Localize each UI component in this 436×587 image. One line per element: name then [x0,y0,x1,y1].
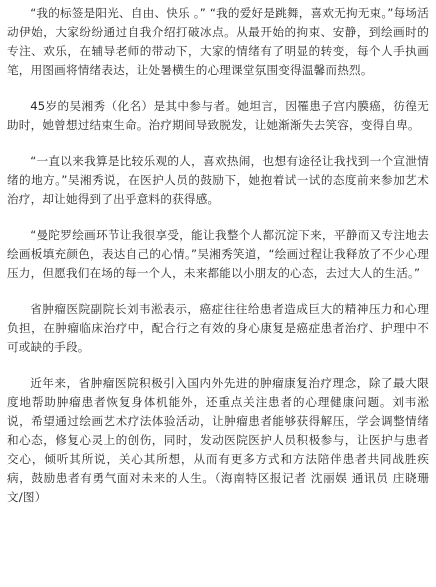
paragraph-closing: 近年来，省肿瘤医院积极引入国内外先进的肿瘤康复治疗理念，除了最大限度地帮助肿瘤患者恢复身体机能外，还重点关注患者的心理健康问题。刘韦淞说，希望通过绘画艺术疗法体验活动，让肿瘤患者能够获得解压，学会调整情绪和心态，修复心灵上的创伤，同时，发动医院医护人员积极参与，让医护与患者交心，倾听其所说，关心其所想，从而有更多方式和方法陪伴患者共同战胜疾病，鼓励患者有勇气面对未来的人生。（海南特区报记者 沈丽娱 通讯员 庄晓珊 文/图） [7,376,429,504]
paragraph-vice-president: 省肿瘤医院副院长刘韦淞表示，癌症往往给患者造成巨大的精神压力和心理负担，在肿瘤临床治疗中，配合行之有效的身心康复是癌症患者治疗、护理中不可或缺的手段。 [7,302,429,354]
paragraph-mandala-quote: “曼陀罗绘画环节让我很享受，能让我整个人都沉淀下来，平静而又专注地去绘画板填充颜色，表达自己的心情。”吴湘秀笑道，“绘画过程让我释放了不少心理压力，但愿我们在场的每一个人，未来都能以小朋友的心态，去过大人的生活。” [7,228,429,280]
paragraph-participant: 45岁的吴湘秀（化名）是其中参与者。她坦言，因罹患子宫内膜癌，彷徨无助时，她曾想过结束生命。治疗期间导致脱发，让她渐渐失去笑容，变得自卑。 [7,99,429,132]
paragraph-participant-quote: “一直以来我算是比较乐观的人，喜欢热闹，也想有途径让我找到一个宣泄情绪的地方。”吴湘秀说，在医护人员的鼓励下，她抱着试一试的态度前来参加艺术治疗，却让她得到了出乎意料的获得感。 [7,154,429,206]
paragraph-intro: “我的标签是阳光、自由、快乐 。” “我的爱好是跳舞，喜欢无拘无束。”每场活动伊始，大家纷纷通过自我介绍打破冰点。从最开始的拘束、安静，到绘画时的专注、欢乐，在辅导老师的带动下，大家的情绪有了明显的转变，每个人手执画笔，用图画将情绪表达，让处暑横生的心理课堂氛围变得温馨而热烈。 [7,6,429,77]
